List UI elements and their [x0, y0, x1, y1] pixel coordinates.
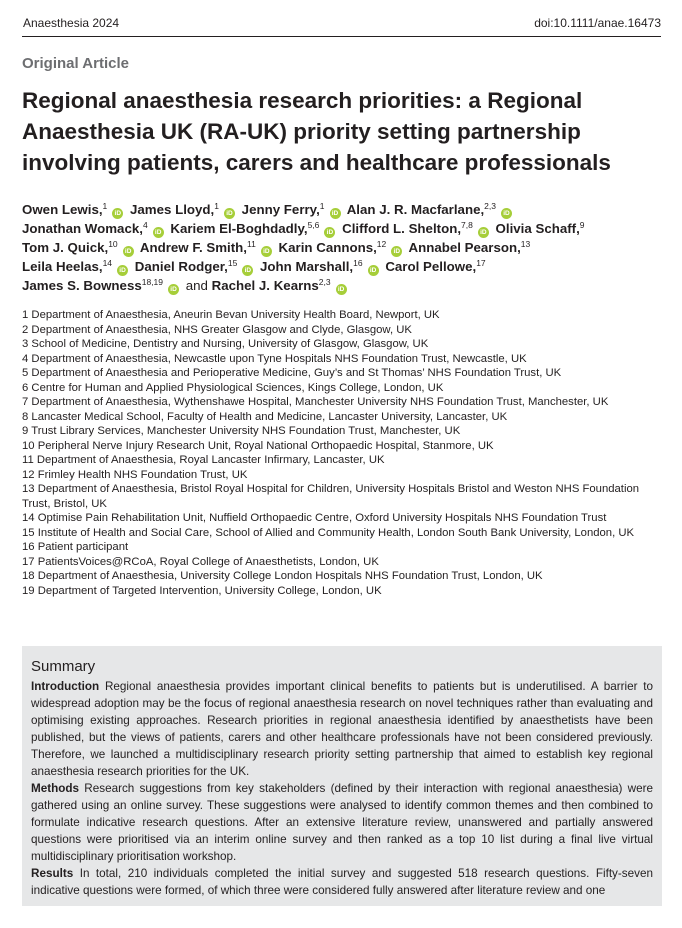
summary-section	[31, 865, 653, 899]
affiliation: 5 Department of Anaesthesia and Perioperative Medicine, Guy’s and St Thomas’ NHS Foundation Trust, UK	[22, 367, 562, 379]
affiliation: 19 Department of Targeted Intervention, University College, London, UK	[22, 584, 382, 597]
summary-section-label: Results	[31, 867, 74, 880]
author-line	[22, 257, 662, 276]
author-affiliation-ref: 1	[102, 201, 108, 211]
summary-section	[31, 678, 653, 780]
affiliation-list	[22, 308, 652, 598]
orcid-icon[interactable]: iD	[123, 246, 134, 257]
journal-name: Anaesthesia 2024	[23, 16, 120, 30]
affiliation: 17 PatientsVoices@RCoA, Royal College of Anaesthetists, London, UK	[22, 555, 379, 568]
orcid-icon[interactable]: iD	[501, 208, 512, 219]
author-affiliation-ref: 10	[108, 239, 118, 249]
author-line	[22, 219, 662, 238]
orcid-icon[interactable]: iD	[242, 265, 253, 276]
affiliation: 1 Department of Anaesthesia, Aneurin Bevan University Health Board, Newport, UK	[22, 309, 440, 321]
author-affiliation-ref: 1	[319, 201, 325, 211]
summary-section-text: In total, 210 individuals completed the initial survey and suggested 518 research questions. Fifty-seven indicative questions were formed, of which three were considered fully answered after literature review and one	[31, 867, 653, 897]
orcid-icon[interactable]: iD	[336, 284, 347, 295]
author-name: Kariem El-Boghdadly,	[170, 221, 308, 236]
author-affiliation-ref: 17	[476, 258, 486, 268]
orcid-icon[interactable]: iD	[224, 208, 235, 219]
author-line	[22, 276, 662, 295]
summary-box	[22, 646, 662, 906]
author-name: Andrew F. Smith,	[139, 240, 247, 255]
summary-section-label: Methods	[31, 782, 80, 795]
author-affiliation-ref: 2,3	[484, 201, 496, 211]
affiliation: 18 Department of Anaesthesia, University College London Hospitals NHS Foundation Trust, London, UK	[22, 570, 543, 582]
summary-section-label: Introduction	[31, 680, 100, 693]
affiliation: 3 School of Medicine, Dentistry and Nursing, University of Glasgow, Glasgow, UK	[22, 338, 429, 350]
orcid-icon[interactable]: iD	[478, 227, 489, 238]
author-name: Annabel Pearson,	[408, 240, 521, 255]
author-affiliation-ref: 16	[353, 258, 363, 268]
author-name: Rachel J. Kearns	[211, 278, 319, 293]
affiliation: 8 Lancaster Medical School, Faculty of Health and Medicine, Lancaster University, Lancaster, UK	[22, 410, 508, 423]
author-name: Jenny Ferry,	[241, 202, 320, 217]
author-affiliation-ref: 12	[376, 239, 387, 249]
author-conjunction: and	[185, 278, 208, 293]
author-affiliation-ref: 15	[227, 258, 238, 268]
author-affiliation-ref: 18,19	[141, 277, 164, 287]
orcid-icon[interactable]: iD	[153, 227, 164, 238]
author-name: John Marshall,	[260, 259, 354, 274]
affiliation: 12 Frimley Health NHS Foundation Trust, UK	[22, 468, 248, 481]
author-affiliation-ref: 13	[520, 239, 531, 249]
summary-section-text: Regional anaesthesia provides important clinical benefits to patients but is underutilised. A barrier to widespread adoption may be the focus of regional anaesthesia research on novel techniques rather than evaluating and optimising existing approaches. Research priorities in regional anaesthesia identified by anaesthetists have been published, but the views of patients, carers and other healthcare professionals have not been considered previously. Therefore, we launched a multidisciplinary research priority setting partnership that aimed to establish key regional anaesthesia research priorities for the UK.	[31, 680, 653, 778]
author-affiliation-ref: 2,3	[318, 277, 331, 287]
article-title: Regional anaesthesia research priorities: a Regional Anaesthesia UK (RA-UK) priority setting partnership involving patients, carers and healthcare professionals	[22, 88, 611, 175]
author-name: Alan J. R. Macfarlane,	[346, 202, 485, 217]
author-affiliation-ref: 9	[579, 220, 585, 230]
affiliation: 15 Institute of Health and Social Care, School of Allied and Community Health, London South Bank University, London, UK	[22, 526, 635, 539]
affiliation: 14 Optimise Pain Rehabilitation Unit, Nuffield Orthopaedic Centre, Oxford University Hospitals NHS Foundation Trust	[22, 512, 607, 524]
author-name: Daniel Rodger,	[134, 259, 228, 274]
author-affiliation-ref: 1	[214, 201, 219, 211]
author-name: Karin Cannons,	[278, 240, 377, 255]
header-divider	[22, 36, 661, 37]
orcid-icon[interactable]: iD	[117, 265, 128, 276]
orcid-icon[interactable]: iD	[368, 265, 379, 276]
affiliation: 4 Department of Anaesthesia, Newcastle upon Tyne Hospitals NHS Foundation Trust, Newcastle, UK	[22, 352, 527, 365]
affiliation: 2 Department of Anaesthesia, NHS Greater Glasgow and Clyde, Glasgow, UK	[22, 323, 412, 336]
author-affiliation-ref: 4	[142, 220, 148, 230]
author-name: Owen Lewis,	[22, 202, 103, 217]
orcid-icon[interactable]: iD	[261, 246, 272, 257]
affiliation: 7 Department of Anaesthesia, Wythenshawe Hospital, Manchester University NHS Foundation Trust, Manchester, UK	[22, 396, 609, 408]
author-name: Leila Heelas,	[22, 259, 103, 274]
author-name: Tom J. Quick,	[22, 240, 109, 255]
author-name: Carol Pellowe,	[385, 259, 477, 274]
author-name: James S. Bowness	[22, 278, 142, 293]
summary-section	[31, 780, 653, 865]
author-name: James Lloyd,	[129, 202, 215, 217]
affiliation: 9 Trust Library Services, Manchester University NHS Foundation Trust, Manchester, UK	[22, 425, 461, 437]
orcid-icon[interactable]: iD	[112, 208, 123, 219]
orcid-icon[interactable]: iD	[330, 208, 341, 219]
author-line	[22, 200, 662, 219]
summary-heading: Summary	[31, 658, 96, 675]
affiliation: 11 Department of Anaesthesia, Royal Lancaster Infirmary, Lancaster, UK	[22, 454, 385, 466]
author-list	[22, 200, 662, 295]
author-affiliation-ref: 5,6	[307, 220, 320, 230]
author-name: Jonathan Womack,	[22, 221, 143, 236]
affiliation: 13 Department of Anaesthesia, Bristol Royal Hospital for Children, University Hospitals Bristol and Weston NHS Foundation Trust, Bristol, UK	[22, 483, 640, 510]
affiliation: 6 Centre for Human and Applied Physiological Sciences, Kings College, London, UK	[22, 381, 444, 394]
affiliation: 16 Patient participant	[22, 541, 129, 553]
running-header	[23, 16, 661, 30]
summary-body	[31, 678, 653, 899]
orcid-icon[interactable]: iD	[168, 284, 179, 295]
author-affiliation-ref: 11	[247, 239, 256, 249]
orcid-icon[interactable]: iD	[391, 246, 402, 257]
author-affiliation-ref: 7,8	[461, 220, 473, 230]
author-affiliation-ref: 14	[102, 258, 113, 268]
author-name: Olivia Schaff,	[495, 221, 580, 236]
doi[interactable]: doi:10.1111/anae.16473	[534, 16, 661, 30]
orcid-icon[interactable]: iD	[324, 227, 335, 238]
article-type: Original Article	[22, 55, 129, 72]
author-name: Clifford L. Shelton,	[342, 221, 462, 236]
author-line	[22, 238, 662, 257]
affiliation: 10 Peripheral Nerve Injury Research Unit, Royal National Orthopaedic Hospital, Stanmore, UK	[22, 439, 494, 452]
summary-section-text: Research suggestions from key stakeholders (defined by their interaction with regional anaesthesia) were gathered using an online survey. These suggestions were analysed to identify common themes and then combined to formulate indicative research questions. After an extensive literature review, unanswered and partially answered questions were prioritised via an interim online survey and then ranked as a top 10 list during a final live virtual multidisciplinary prioritisation workshop.	[31, 782, 654, 863]
